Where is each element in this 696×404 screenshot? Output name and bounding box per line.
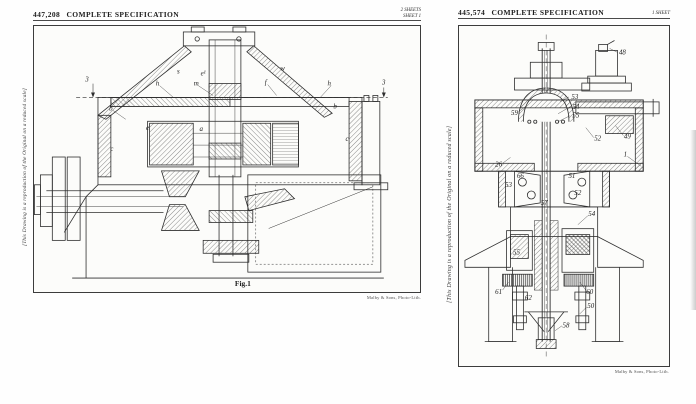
patent-sheet-445574 (440, 8, 682, 388)
ref-label: 54 (588, 210, 596, 218)
reduction-note: [This Drawing is a reproduction of the Original on a reduced scale] (22, 87, 28, 246)
drawing-border (458, 25, 670, 367)
valve-unit (582, 40, 632, 91)
ref-label: s (177, 67, 180, 76)
ref-label: 55 (572, 112, 580, 120)
output-shaft-and-pulley (34, 157, 199, 278)
ref-label: 54 (572, 103, 580, 111)
ref-label: 53 (505, 182, 512, 190)
ref-label: 53 (571, 93, 579, 101)
ref-label: b (109, 104, 113, 113)
ref-label: w (280, 64, 285, 73)
patent-header (458, 8, 604, 17)
sheet-number: SHEET 1 (403, 13, 421, 19)
patent-number: 447,208 (33, 10, 61, 20)
ref-label: 50 (587, 302, 595, 310)
ref-label: e (146, 124, 150, 133)
ref-label: 49 (623, 133, 631, 141)
ref-label: 57 (540, 199, 548, 207)
ref-label: 59 (511, 109, 518, 117)
ref-label: 66 (516, 173, 524, 181)
ref-label: 62 (524, 294, 532, 302)
ref-label: a (199, 125, 203, 134)
ref-label: 55 (512, 249, 520, 257)
sheet-count: 2 SHEETS (400, 8, 421, 13)
ref-label: 26 (495, 161, 503, 169)
ref-label: 48 (618, 49, 626, 57)
lithographer-credit: Malby & Sons, Photo-Lith. (614, 369, 669, 374)
sheet-header (33, 8, 421, 21)
vertical-drop-shaft (203, 175, 294, 262)
figure-caption: Fig.1 (234, 279, 251, 289)
machine-drawing-left (34, 26, 418, 290)
machine-drawing-right (459, 26, 667, 364)
patent-number: 445,574 (458, 8, 486, 17)
ref-label: h (327, 79, 331, 88)
ref-label: 61 (495, 289, 503, 297)
drawing-border (33, 25, 421, 293)
sheet-info (401, 8, 421, 19)
ref-label: f (264, 78, 267, 87)
ref-label: 1 (623, 151, 628, 159)
ref-label: 60 (586, 289, 594, 297)
sheet-count: 1 SHEET (652, 11, 670, 17)
ref-label: 3 (85, 75, 89, 84)
patent-header (33, 10, 179, 19)
ref-label: c (110, 145, 114, 154)
patent-title: COMPLETE SPECIFICATION (491, 8, 605, 17)
ref-label: 52 (574, 190, 582, 198)
ref-label: e¹ (200, 69, 206, 78)
lithographer-credit: Malby & Sons, Photo-Lith. (366, 295, 421, 300)
ref-label: 3 (382, 78, 386, 87)
sheet-info (652, 11, 670, 17)
scan-artifact (690, 130, 696, 310)
reduction-note: [This Drawing is a reproduction of the Original on a reduced scale] (447, 125, 453, 303)
ref-label: 52 (594, 135, 602, 143)
reference-letters (84, 65, 386, 153)
adjusting-bolts (512, 286, 589, 330)
patent-sheet-447208 (22, 8, 424, 308)
ref-label: b (333, 102, 337, 111)
ref-label: m (193, 79, 199, 88)
ref-label: c (345, 135, 349, 144)
ref-label: 58 (562, 322, 570, 330)
ref-label: 51 (568, 173, 576, 181)
sheet-header (458, 8, 670, 19)
reference-numerals (495, 49, 631, 329)
top-bearing-assembly (183, 27, 254, 46)
patent-title: COMPLETE SPECIFICATION (66, 10, 180, 20)
ref-label: h (155, 79, 160, 88)
